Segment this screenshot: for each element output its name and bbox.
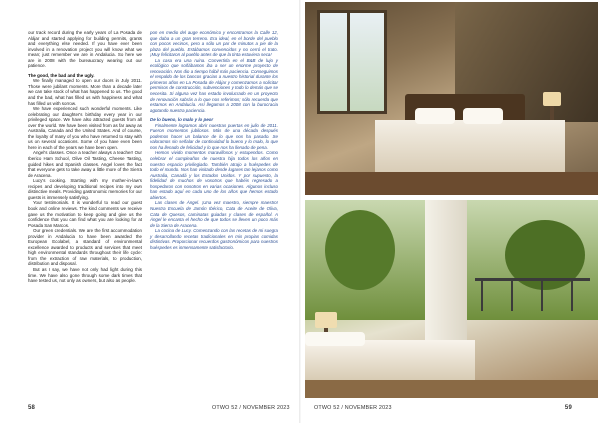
paragraph: We have experienced such wonderful moments. Like celebrating our daughter's birthday every year in our privileged space. We have also attracted guests from all over the world. We have been visited from as far away as Australia, Canada and the United States. And of course, the loyalty of many of you who have returned to stay with us on several occasions. Some of you have even been here in each of the years we have been open.	[28, 106, 142, 150]
paragraph: pon en medio del auge económico y encontramos la Calle 12, que daba a un gran terreno. Era ideal, en el borde del pueblo con pocos vecinos, pero a sólo un par de minutos a pie de la plaza del pueblo. Estábamos convencidos y no cerró el trato. ¡Muy felicitaron al pueblo antes de que la tinta estuviera seca!	[150, 30, 278, 58]
right-folio	[565, 405, 572, 411]
section-heading: De lo bueno, lo malo y lo peor	[150, 117, 214, 123]
english-column	[28, 30, 142, 284]
paragraph: La cocina de Lucy. Comenzando con las recetas de mi suegra y desarrollando recetas tradicionales en mis propias comidas distintivas. Proporcionar recuerdos gastronómicos para nuestros huéspedes es inmensamente satisfactorio.	[150, 228, 278, 250]
left-footer: OTWO 52 / NOVEMBER 2023	[212, 405, 290, 411]
room-with-view-photo	[305, 200, 598, 398]
paragraph: Lucy's cooking. Starting with my mother-in-law's recipes and developing traditional recipes into my own distinctive meals. Providing gastronomic memories for our guests is immensely satisfying.	[28, 178, 142, 200]
right-page	[300, 0, 600, 423]
paragraph: La casa era una ruina. Convertirla en el B&B de lujo y ecológico que soñábamos iba a ser un enorme proyecto de renovación. Nos dio a tiempo hábil más paciencia. Conseguimos el respaldo de los bancos gracias a nuestro historial durante los primeros años en La Posada de Alájar y comenzamos a solicitar permisos de construcción, subvenciones y todo lo demás que se necesita. Si alguna vez has estado involucrado en un proyecto de renovación sabrás a lo que nos referimos; sólo recuerda que estamos en Andalucía. Así llegamos a 2008 con la burocracia agotando nuestra paciencia.	[150, 57, 278, 113]
paragraph: We finally managed to open our doors in July 2011. Those were jubilant moments. More than a decade later we can take stock of what has happened to us. The good and the bad, what has filled us with happiness and what has filled us with sorrow.	[28, 78, 142, 106]
paragraph: Our green credentials. We are the first accommodation provider in Andalucia to have been awarded the European Ecolabel, a standard of environmental excellence awarded to products and services that meet high environmental standards throughout their life cycle: from the extraction of raw materials, to production, distribution and disposal.	[28, 228, 142, 267]
paragraph: Angel's classes. Once a teacher always a teacher! Our Iberico Ham School, Olive Oil Tasting, Cheese Tasting, guided hikes and Spanish classes. Angel loves the fact that everyone gets to take away a little more of the Sierra de Aracena.	[28, 150, 142, 178]
paragraph: Las clases de Ángel. ¡Una vez maestro, siempre maestro! Nuestra Escuela de Jamón Ibérico, Cata de Aceite de Oliva, Cata de Quesos, caminatas guiadas y clases de español. A Ángel le encanta el hecho de que todos se lleven un poco más de la Sierra de Aracena.	[150, 200, 278, 228]
paragraph: Finalmente logramos abrir nuestras puertas en julio de 2011. Fueron momentos jubilosos. Más de una década después podemos hacer un balance de lo que nos ha pasado. Se valoramos sin señalar de continuidad lo bueno y lo malo, lo que nos ha llenado de felicidad y lo que nos ha llenado de pena.	[150, 122, 278, 150]
paragraph: our track record during the early years of La Posada de Alájar and started applying for building permits, grants and everything else needed. If you have ever been involved in a renovation project you will know what we mean; just remember we are in Andalucia. So here we are in 2008 with the bureaucracy wearing out our patience.	[28, 30, 142, 69]
spanish-column	[150, 30, 278, 250]
paragraph: But as I say, we have not only had light during this time. We have also gone through some dark times that have tested us, not only as owners, but also as people.	[28, 266, 142, 284]
paragraph: Hemos vivido momentos maravillosos y estupendos. Como celebrar el cumpleaños de nuestra hija todos los años en nuestro espacio privilegiado. También atrajo a huéspedes de todo el mundo. Nos han visitado desde lugares tan lejanos como Australia, Canadá y los Estados Unidos. Y por supuesto, la fidelidad de muchos de vosotros que habéis regresado a hospedaros con nosotros en varias ocasiones. Algunos incluso han estado aquí en cada uno de los años que hemos estado abiertos.	[150, 150, 278, 200]
left-folio	[28, 405, 35, 411]
right-footer: OTWO 52 / NOVEMBER 2023	[314, 405, 392, 411]
section-heading: The good, the bad and the ugly.	[28, 72, 95, 78]
page-number: 58	[28, 405, 36, 411]
paragraph: Your testimonials. It is wonderful to read our guest book and online reviews. The kind comments we receive gave us the motivation to keep going and give us the confidence that you can find what you are looking for at Posada San Marcos.	[28, 200, 142, 228]
bedroom-photo	[305, 2, 598, 195]
page-number: 59	[564, 405, 572, 411]
